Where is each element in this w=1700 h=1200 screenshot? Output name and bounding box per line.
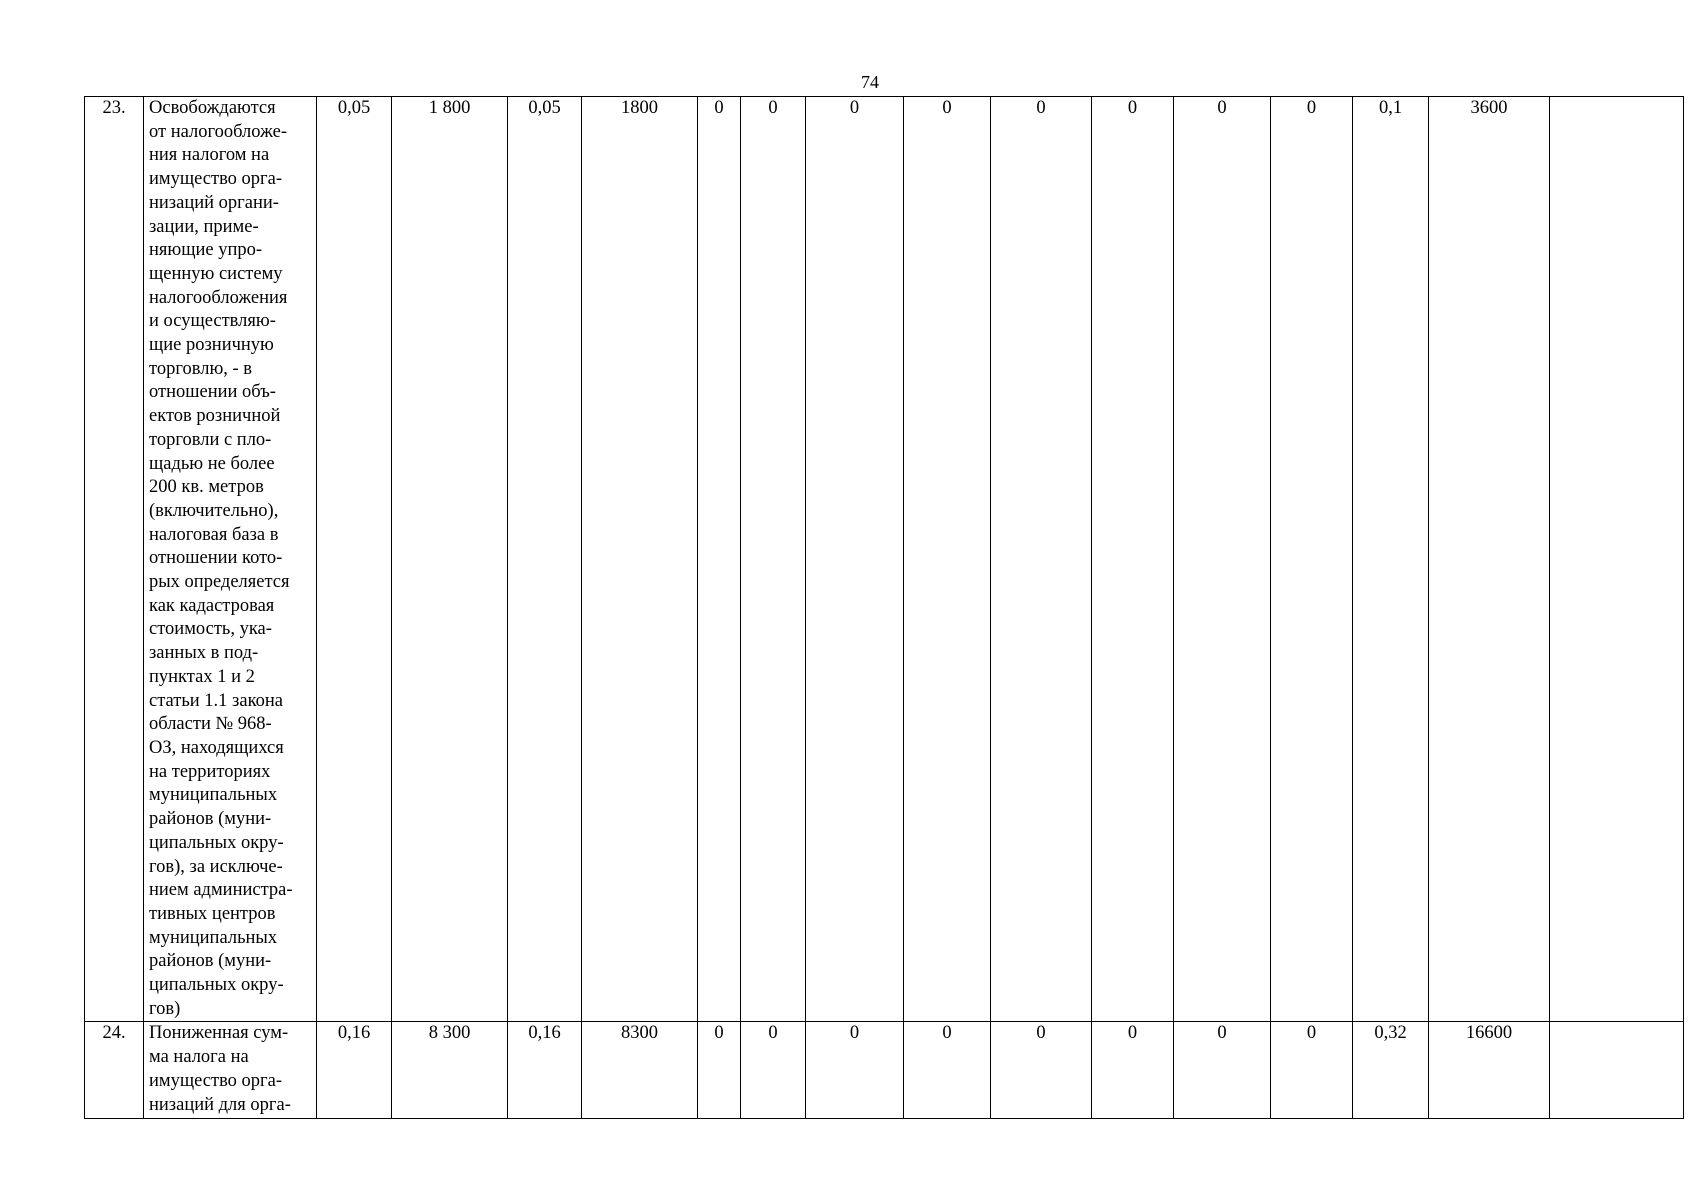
description-line: низаций органи- bbox=[149, 192, 279, 213]
page-number: 74 bbox=[861, 72, 879, 92]
description-line: гов) bbox=[149, 998, 181, 1019]
table-row bbox=[85, 1022, 1684, 1119]
description-line: стоимость, ука- bbox=[149, 619, 272, 640]
row-description bbox=[144, 1022, 317, 1119]
value-cell: 16600 bbox=[1429, 1022, 1550, 1119]
row-number: 23. bbox=[85, 97, 144, 1022]
description-line: и осуществляю- bbox=[149, 311, 276, 332]
description-line: няющие упро- bbox=[149, 240, 263, 261]
table-body bbox=[85, 97, 1684, 1119]
value-cell: 0,1 bbox=[1353, 97, 1429, 1022]
value-cell: 0 bbox=[1174, 97, 1271, 1022]
value-cell: 0 bbox=[806, 1022, 904, 1119]
description-line: как кадастровая bbox=[149, 595, 275, 616]
value-cell: 0 bbox=[741, 1022, 806, 1119]
value-cell: 8300 bbox=[582, 1022, 698, 1119]
row-number: 24. bbox=[85, 1022, 144, 1119]
value-cell: 0 bbox=[1174, 1022, 1271, 1119]
description-line: отношении кото- bbox=[149, 548, 283, 569]
description-line: гов), за исключе- bbox=[149, 856, 283, 877]
value-cell: 1 800 bbox=[392, 97, 508, 1022]
description-line: ния налогом на bbox=[149, 145, 270, 166]
table-row bbox=[85, 97, 1684, 1022]
description-line: щадью не более bbox=[149, 453, 275, 474]
description-line: тивных центров bbox=[149, 903, 276, 924]
description-line: имущество орга- bbox=[149, 1070, 283, 1091]
description-line: торговлю, - в bbox=[149, 358, 253, 379]
description-line: ма налога на bbox=[149, 1047, 249, 1068]
value-cell bbox=[1550, 1022, 1684, 1119]
value-cell: 0 bbox=[1271, 1022, 1353, 1119]
value-cell: 0 bbox=[1092, 97, 1174, 1022]
value-cell: 0,05 bbox=[508, 97, 582, 1022]
value-cell: 0 bbox=[991, 1022, 1092, 1119]
description-line: зации, приме- bbox=[149, 216, 259, 237]
description-line: (включительно), bbox=[149, 500, 279, 521]
value-cell: 3600 bbox=[1429, 97, 1550, 1022]
description-line: муниципальных bbox=[149, 927, 278, 948]
description-line: щенную систему bbox=[149, 263, 283, 284]
value-cell: 0 bbox=[741, 97, 806, 1022]
description-line: щие розничную bbox=[149, 335, 274, 356]
description-line: статьи 1.1 закона bbox=[149, 690, 283, 711]
description-line: ципальных окру- bbox=[149, 975, 284, 996]
description-line: низаций для орга- bbox=[149, 1094, 291, 1115]
description-line: ципальных окру- bbox=[149, 832, 284, 853]
description-line: ектов розничной bbox=[149, 406, 281, 427]
value-cell: 0 bbox=[806, 97, 904, 1022]
row-description bbox=[144, 97, 317, 1022]
value-cell: 0,32 bbox=[1353, 1022, 1429, 1119]
description-line: имущество орга- bbox=[149, 169, 283, 190]
description-line: 200 кв. метров bbox=[149, 477, 264, 498]
value-cell: 0 bbox=[1092, 1022, 1174, 1119]
description-line: налогообложения bbox=[149, 287, 288, 308]
description-line: торговли с пло- bbox=[149, 429, 272, 450]
description-line: муниципальных bbox=[149, 785, 278, 806]
data-table bbox=[84, 96, 1684, 1119]
description-line: рых определяется bbox=[149, 572, 290, 593]
value-cell: 0 bbox=[991, 97, 1092, 1022]
value-cell: 0,05 bbox=[317, 97, 392, 1022]
description-line: ОЗ, находящихся bbox=[149, 737, 284, 758]
value-cell: 0,16 bbox=[317, 1022, 392, 1119]
description-line: на территориях bbox=[149, 761, 271, 782]
value-cell: 0 bbox=[698, 1022, 741, 1119]
value-cell: 8 300 bbox=[392, 1022, 508, 1119]
value-cell: 0 bbox=[698, 97, 741, 1022]
value-cell bbox=[1550, 97, 1684, 1022]
description-line: занных в под- bbox=[149, 643, 259, 664]
description-line: Освобождаются bbox=[149, 98, 276, 118]
description-line: от налогообложе- bbox=[149, 121, 287, 142]
value-cell: 0 bbox=[1271, 97, 1353, 1022]
description-line: области № 968- bbox=[149, 714, 272, 735]
description-line: пунктах 1 и 2 bbox=[149, 666, 255, 687]
value-cell: 0,16 bbox=[508, 1022, 582, 1119]
value-cell: 0 bbox=[904, 97, 991, 1022]
value-cell: 1800 bbox=[582, 97, 698, 1022]
description-line: отношении объ- bbox=[149, 382, 276, 403]
description-line: районов (муни- bbox=[149, 951, 272, 972]
description-line: налоговая база в bbox=[149, 524, 279, 545]
description-line: районов (муни- bbox=[149, 809, 272, 830]
description-line: нием администра- bbox=[149, 880, 293, 901]
description-line: Пониженная сум- bbox=[149, 1023, 289, 1044]
value-cell: 0 bbox=[904, 1022, 991, 1119]
